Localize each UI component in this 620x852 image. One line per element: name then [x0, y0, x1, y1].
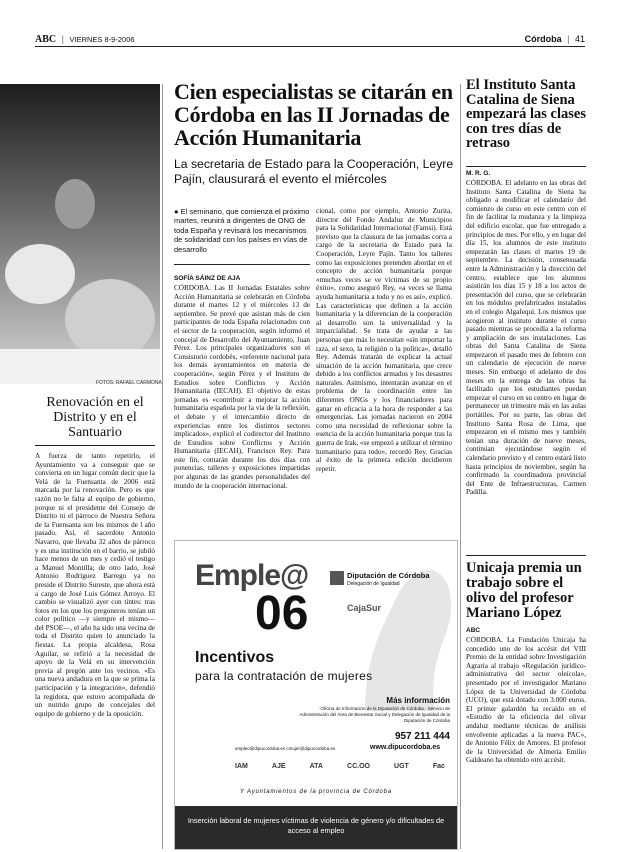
brand-logo: ABC — [35, 34, 57, 45]
right-article2-body: CÓRDOBA. La Fundación Unicaja ha concedido uno de los accésit del VIII Premio de la entidad sobre Investigación Agraria al trabajo «Regulación jurídico-administrativa del sector oleícola», presentado por el investigador Mariano López de la Universidad de Córdoba (UCO), que está dotado con 3.000 euros. El primer galardón ha recaído en el «Estudio de la eficiencia del olivar andaluz mediante técnicas de análisis envolvente aplicadas a la nueva PAC», de Antonio Félix de Amores. El profesor de la Universidad de Almería Emilio Galdeano ha obtenido otro accésit. — [466, 636, 586, 765]
issue-date: VIERNES 8-9-2006 — [69, 35, 135, 44]
emails: empleo@dipucordoba.es cmujer@dipucordoba.es — [235, 746, 336, 751]
ad-silhouette — [325, 541, 457, 711]
lead: El seminario, que comienza el próximo martes, reunirá a dirigentes de ONG de toda España y revisará los mecanismos de solidaridad con los países en vías de desarrollo — [174, 207, 310, 254]
right-article2-byline: ABC — [466, 627, 481, 634]
column-divider — [460, 84, 461, 849]
right-article2-title: Unicaja premia un trabajo sobre el olivo del profesor Mariano López — [466, 560, 582, 621]
logo-aje: AJE — [271, 763, 286, 770]
main-article-title: Cien especialistas se citarán en Córdoba en las II Jornadas de Acción Humanitaria — [174, 79, 453, 150]
towns: Y Ayuntamientos de la provincia de Córdoba — [240, 789, 392, 795]
photo-credit: FOTOS: RAFAEL CARMONA — [96, 380, 162, 386]
logo-fac: Fac — [432, 763, 445, 770]
info-body: ·Oficina de Información de la Diputación de Córdoba. ·Servicio de Administración del Área de Bienestar Social y Delegación de Igualdad de la Diputación de Córdoba — [299, 706, 450, 723]
photo-figures — [0, 84, 160, 384]
logo-ata: ATA — [309, 763, 323, 770]
diputacion-logo-icon — [330, 571, 344, 585]
divider — [174, 264, 310, 265]
right-article1-body: CÓRDOBA. El adelanto en las obras del Instituto Santa Catalina de Siena ha obligado a modificar el calendario del comienzo de curso en este centro con el fin de facilitar la mudanza y la limpieza del edificio escolar, que fue entregado a principios de mes. Por ello, y en lugar del día 15, los alumnos de este instituto empezarán las clases el martes 19 de septiembre. La decisión, consensuada entre la Administración y la dirección del centro, establece que los alumnos asistirán los días 15 y 18 a los actos de presentación del curso, que se celebrarán en los módulos prefabricados instalados en el colegio Algafequi. Los mismos que acogieron al instituto durante el curso pasado mientras se procedía a la reforma y ampliación de sus instalaciones. Las obras del Santa Catalina de Siena empezaron el pasado mes de febrero con un calendario de ejecución de nueve meses. Sin embargo el adelanto de dos meses en la entrega de las obras ha facilitado que los estudiantes puedan empezar el curso en su centro en lugar de permanecer un trimestre más en las aulas portátiles. Por su parte, las obras del Instituto Santa Rosa de Lima, que empezaron en el mismo mes y también tenían una duración de nueve meses, continúan ejecutándose según el calendario previsto y el centro estará listo hasta principios de noviembre, según ha confirmado la coordinadora provincial del Ente de Infraestructuras, Carmen Padilla. — [466, 179, 586, 497]
employment-ad — [174, 540, 458, 850]
ad-subheadline: para la contratación de mujeres — [195, 669, 373, 683]
page-number: 41 — [574, 34, 585, 44]
ad-headline: Incentivos — [195, 649, 275, 666]
ad-footer: Inserción laboral de mujeres víctimas de violencia de género y/o dificultades de acceso al empleo — [175, 806, 457, 849]
web: www.dipucordoba.es — [370, 744, 441, 751]
left-article-title: Renovación en el Distrito y en el Santuario — [46, 395, 144, 440]
column-divider — [162, 84, 163, 849]
section-name: Córdoba — [524, 34, 562, 44]
header-rule — [35, 46, 585, 47]
header-right: Córdoba | 41 — [524, 34, 585, 44]
divider — [35, 445, 155, 446]
left-article-body: A fuerza de tanto repetirlo, el Ayuntamiento va a conseguir que se convierta en un lugar común decir que la Velá de la Fuensanta de 2006 está marcada por la renovación. Pero es que razón no le falta al equipo de gobierno, porque ni el presidente del Consejo de Distrito ni el párroco de Nuestra Señora de la Fuensanta son los mismos de l año pasado. Así, el sacerdote Antonio Navarro, que llevaba 32 años de párroco y es una institución en el barrio, se jubiló hace menos de un mes y cedió el testigo a Manuel Montilla; de otro lado, José Antonio Rodríguez Barrego ya no preside el Distrito Sureste, que ahora está a cargo de José Luis Gómez Arroyo. El cambio se visualizó ayer con tintes: tras fotos en los que los pregoneros tenían un color político —y siempre el mismo— del PSOE—, el año ha sido una vecina de toda el Distrito quien lo anunciado la fiestas. La propia alcaldesa, Rosa Aguilar, se refirió a la necesidad de apoyo de la Velá en su intervención previa al pregón ante los vecinos. «Es una nueva andadura en la que se prima la participación y la integración», defendió la regidora, que estuvo acompañada de un nutrido grupo de concejales del equipo de gobierno y de la oposición. — [35, 452, 155, 718]
ad-brand: Emple@ — [195, 559, 309, 592]
phone: 957 211 444 — [394, 731, 450, 742]
logo-ccoo: CC.OO — [347, 763, 370, 770]
header-left: ABC | VIERNES 8-9-2006 — [35, 34, 135, 45]
right-article1-title: El Instituto Santa Catalina de Siena empezará las clases con tres días de retraso — [466, 77, 586, 151]
partner-logos — [235, 763, 445, 770]
lead-text — [174, 207, 310, 254]
sponsor1: Diputación de Córdoba — [347, 571, 430, 580]
main-article-subtitle: La secretaria de Estado para la Cooperación, Leyre Pajín, clausurará el evento el miércoles — [174, 157, 454, 186]
right-article1-byline: M. R. G. — [466, 170, 491, 177]
divider — [466, 166, 586, 167]
main-article-col2: cional, como por ejemplo, Antonio Zurita, director del Fondo Andaluz de Municipios para la Solidaridad Internacional (Famsi). Está previsto que la clausura de las jornadas corra a cargo de la secretaria de Estado para la Cooperación, Leyre Pajín. Tanto los talleres como las exposiciones pretenden abordar en el concepto de acción humanitaria porque «muchas veces se ve víctimas de su propio éxito», como aseguró Rey, «a veces se llama ayuda humanitaria a todo y no es así», explicó. Las características que definen a la acción humanitaria y la diferencian de la cooperación al desarrollo son la universalidad y la imparcialidad. Se trata de ayudar a las personas que más lo necesitan «sin importar la raza, el sexo, la religión o la política», detalló Rey. Además tratarán de explicar la actual situación de la acción humanitaria, que crece debido a los conflictos armados y los desastres naturales. Asimismo, intentarán avanzar en el problema de la coordinación entre las diferentes ONGs y los financiadores para ganar en eficacia a la hora de responder a las emergencias. Las jornadas nacieron en 2004 como una necesidad de reflexionar sobre la esencia de la acción humanitaria porque tras la guerra de Irak, «se empezó a utilizar el término humanitario para todo», recordó Rey. Gracias al éxito de la primera edición decidieron repetir. — [316, 207, 452, 473]
sponsor2: CajaSur — [347, 603, 382, 613]
ad-number: 06 — [255, 587, 309, 640]
info-title: Más información — [386, 696, 450, 705]
divider — [466, 555, 586, 556]
festival-photo — [0, 84, 160, 384]
sponsor1-sub: Delegación de Igualdad — [347, 581, 400, 587]
main-article-col1: CÓRDOBA. Las II Jornadas Estatales sobre Acción Humanitaria se celebrarán en Córdoba durante el martes 12 y el miércoles 13 de septiembre. Se prevé que asistan más de cien participantes de toda España relacionados con el sector de la cooperación, según informó el concejal de Desarrollo del Ayuntamiento, Juan Pérez. Los principales organizadores son el Consistorio cordobés, «referente nacional para los demás ayuntamientos en materia de cooperación», según Pérez y el Instituto de Estudios sobre Conflictos y Acción Humanitaria (IECAH). El objetivo de estas jornadas es «contribuir a mejorar la acción humanitaria española por la vía de la reflexión, el debate y el intercambio directo de experiencias entre los distintos sectores implicados», explicó el codirector del Instituto de Estudios sobre Conflictos y Acción Humanitaria (IECAH), Francisco Rey. Para este fin, contarán durante los dos días con ponencias, talleres y exposiciones impartidas por algunas de las grandes personalidades del mundo de la cooperación internacional. — [174, 284, 310, 490]
bullet-icon: ● — [174, 207, 179, 216]
logo-ugt: UGT — [394, 763, 409, 770]
byline: SOFÍA SÁINZ DE AJA — [174, 275, 241, 282]
logo-iam: IAM — [235, 763, 248, 770]
